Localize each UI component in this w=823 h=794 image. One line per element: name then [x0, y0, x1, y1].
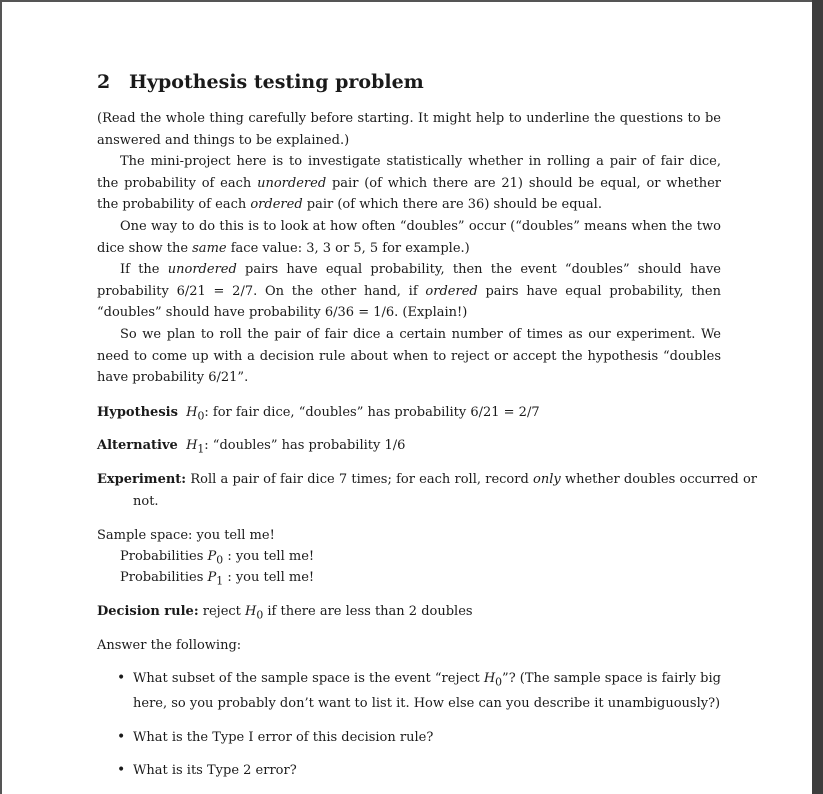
sample-space-line: Sample space: you tell me! — [97, 528, 275, 543]
section-title: Hypothesis testing problem — [129, 71, 424, 93]
decision-rule-label: Decision rule: — [97, 604, 199, 619]
hypothesis-line: Hypothesis $H_0$: for fair dice, “doubles” has probability 6/21 = 2/7 — [97, 405, 540, 423]
question-list — [97, 668, 721, 782]
question-2: • What is the Type I error of this decision rule? — [97, 727, 721, 749]
intro-paragraph-1: (Read the whole thing carefully before starting. It might help to underline the questions to be answered and things to be explained.) — [97, 111, 721, 148]
alternative-label: Alternative — [97, 438, 178, 453]
decision-rule-line: Decision rule: reject $H_0$ if there are less than 2 doubles — [97, 604, 473, 622]
window-border-left — [0, 0, 2, 794]
intro-paragraph-5: So we plan to roll the pair of fair dice a certain number of times as our experiment. We need to come up with a decision rule about when to reject or accept the hypothesis “doubles have probability 6/21”. — [97, 327, 721, 385]
answer-heading: Answer the following: — [97, 638, 242, 653]
bullet-icon: • — [117, 728, 126, 745]
experiment-label: Experiment: — [97, 472, 187, 487]
document-page — [97, 0, 757, 794]
alternative-line: Alternative $H_1$: “doubles” has probability 1/6 — [97, 438, 406, 456]
hypothesis-label: Hypothesis — [97, 405, 178, 420]
intro-paragraph-3: One way to do this is to look at how often “doubles” occur (“doubles” means when the two dice show the same face value: 3, 3 or 5, 5 for example.) — [97, 219, 721, 256]
intro-paragraph-2: The mini-project here is to investigate statistically whether in rolling a pair of fair dice, the probability of each unordered pair (of which there are 21) should be equal, or whether the probability of each ordered pair (of which there are 36) should be equal. — [97, 154, 721, 212]
section-heading — [97, 69, 424, 95]
experiment-paragraph: Experiment: Roll a pair of fair dice 7 times; for each roll, record only whether doubles occurred or not. — [97, 472, 757, 509]
scrollbar-track[interactable] — [812, 0, 823, 794]
section-number: 2 — [97, 71, 111, 93]
probabilities-p1-line: Probabilities $P_1$ : you tell me! — [120, 570, 315, 588]
intro-paragraph-4: If the unordered pairs have equal probability, then the event “doubles” should have probability 6/21 = 2/7. On the other hand, if ordered pairs have equal probability, then “doubles” should have probability 6/36 = 1/6. (Explain!) — [97, 262, 721, 320]
question-3: • What is its Type 2 error? — [97, 760, 721, 782]
bullet-icon: • — [117, 670, 126, 686]
question-1: • What subset of the sample space is the event “reject $H_0$”? (The sample space is fairly big here, so you probably don’t want to list it. How else can you describe it unambiguously?) — [117, 670, 721, 712]
probabilities-p0-line: Probabilities $P_0$ : you tell me! — [120, 549, 315, 567]
bullet-icon: • — [117, 762, 126, 779]
